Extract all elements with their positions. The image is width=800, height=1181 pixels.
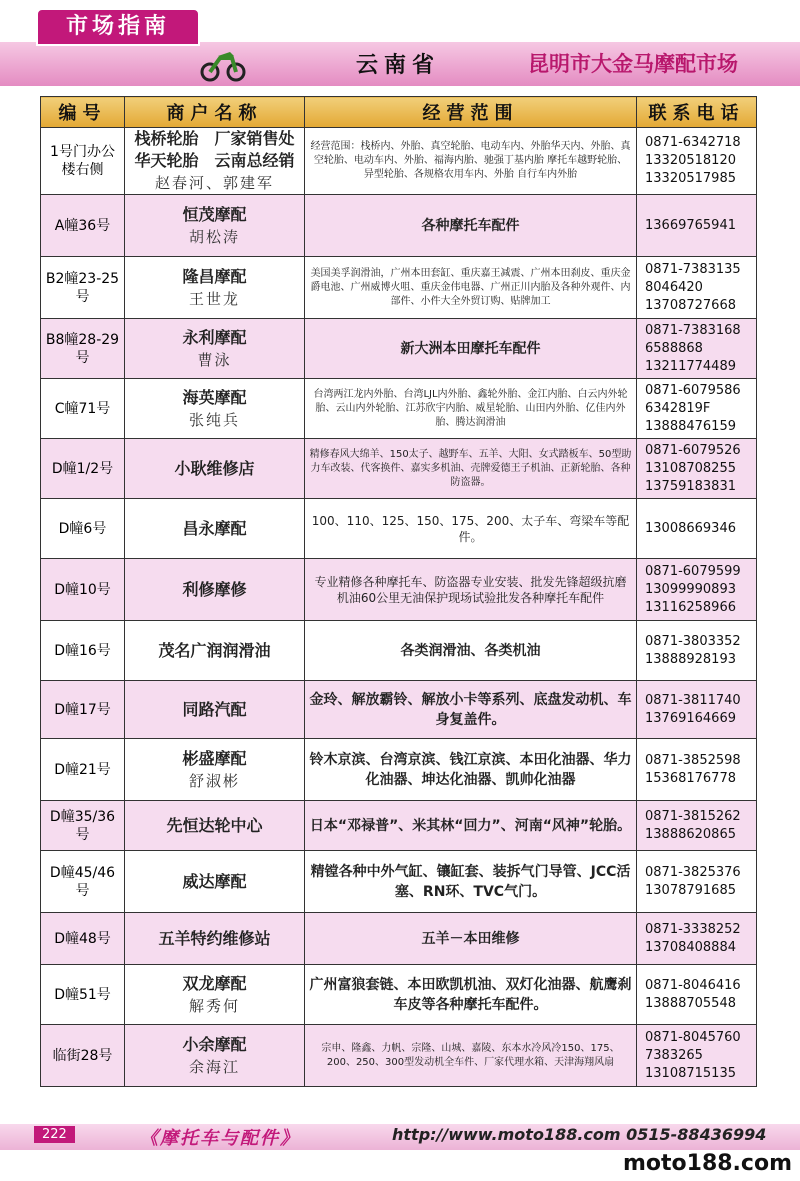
table-row — [41, 913, 757, 965]
booth-code: D幢48号 — [41, 913, 125, 965]
merchant-cell — [125, 439, 305, 499]
business-scope: 广州富狼套链、本田欧凯机油、双灯化油器、航鹰刹车皮等各种摩托车配件。 — [305, 965, 637, 1025]
owner-name: 胡松涛 — [188, 227, 240, 246]
merchant-cell — [125, 128, 305, 195]
merchant-cell — [125, 681, 305, 739]
owner-name: 余海江 — [188, 1057, 240, 1076]
table-row — [41, 257, 757, 319]
merchant-name: 五羊特约维修站 — [158, 928, 271, 948]
booth-code: D幢6号 — [41, 499, 125, 559]
merchant-name: 威达摩配 — [182, 871, 247, 891]
merchant-name: 利修摩修 — [182, 579, 247, 599]
merchant-cell — [125, 739, 305, 801]
table-row — [41, 128, 757, 195]
business-scope: 宗申、隆鑫、力帆、宗隆、山城、嘉陵、东本水冷风冷150、175、200、250、300型发动机全车件、厂家代理水箱、天津海翔风扇 — [305, 1025, 637, 1087]
table-row — [41, 965, 757, 1025]
merchant-cell — [125, 913, 305, 965]
phone-number: 0871-3825376 13078791685 — [637, 851, 757, 913]
merchant-name: 同路汽配 — [182, 699, 247, 719]
merchant-name: 隆昌摩配 — [182, 266, 247, 286]
business-scope: 精镗各种中外气缸、镶缸套、装拆气门导管、JCC活塞、RN环、TVC气门。 — [305, 851, 637, 913]
table-row — [41, 439, 757, 499]
col-header-code: 编号 — [41, 97, 125, 128]
owner-name: 解秀何 — [188, 996, 240, 1015]
phone-number: 0871-3852598 15368176778 — [637, 739, 757, 801]
merchant-name: 小余摩配 — [182, 1034, 247, 1054]
market-title: 昆明市大金马摩配市场 — [528, 52, 738, 76]
phone-number: 13669765941 — [637, 195, 757, 257]
table-row — [41, 621, 757, 681]
phone-number: 0871-6342718 13320518120 13320517985 — [637, 128, 757, 195]
page-number: 222 — [34, 1126, 75, 1143]
magazine-title: 《摩托车与配件》 — [140, 1128, 300, 1149]
merchant-cell — [125, 257, 305, 319]
table-row — [41, 801, 757, 851]
phone-number: 0871-7383135 8046420 13708727668 — [637, 257, 757, 319]
table-row — [41, 1025, 757, 1087]
merchant-cell — [125, 801, 305, 851]
phone-number: 0871-6079526 13108708255 13759183831 — [637, 439, 757, 499]
business-scope: 各种摩托车配件 — [305, 195, 637, 257]
col-header-scope: 经营范围 — [305, 97, 637, 128]
table-row — [41, 851, 757, 913]
watermark: moto188.com — [622, 1151, 792, 1176]
business-scope: 专业精修各种摩托车、防盗器专业安装、批发先锋超级抗磨机油60公里无油保护现场试验批发各种摩托车配件 — [305, 559, 637, 621]
business-scope: 新大洲本田摩托车配件 — [305, 319, 637, 379]
merchant-name: 茂名广润润滑油 — [158, 640, 271, 660]
phone-number: 0871-3338252 13708408884 — [637, 913, 757, 965]
owner-name: 舒淑彬 — [188, 771, 240, 790]
business-scope: 金玲、解放霸铃、解放小卡等系列、底盘发动机、车身复盖件。 — [305, 681, 637, 739]
merchant-name: 恒茂摩配 — [182, 204, 247, 224]
col-header-phone: 联系电话 — [637, 97, 757, 128]
booth-code: 1号门办公楼右侧 — [41, 128, 125, 195]
business-scope: 铃木京滨、台湾京滨、钱江京滨、本田化油器、华力化油器、坤达化油器、凯帅化油器 — [305, 739, 637, 801]
table-row — [41, 379, 757, 439]
merchant-cell — [125, 379, 305, 439]
booth-code: D幢16号 — [41, 621, 125, 681]
business-scope: 精修春风大绵羊、150太子、越野车、五羊、大阳、女式踏板车、50型助力车改装、代客换件、嘉实多机油、壳牌爱德王子机油、正新轮胎、各种防盗器。 — [305, 439, 637, 499]
business-scope: 日本“邓禄普”、米其林“回力”、河南“风神”轮胎。 — [305, 801, 637, 851]
booth-code: D幢51号 — [41, 965, 125, 1025]
phone-number: 0871-8045760 7383265 13108715135 — [637, 1025, 757, 1087]
merchant-table — [40, 96, 757, 1087]
phone-number: 13008669346 — [637, 499, 757, 559]
business-scope: 美国美孚润滑油，广州本田套缸、重庆嘉王减震、广州本田刹皮、重庆金爵电池、广州威博火咀、重庆金伟电器、广州正川内胎及各种外观件、内部件、小件大全外贸订购、贴牌加工 — [305, 257, 637, 319]
merchant-cell — [125, 965, 305, 1025]
phone-number: 0871-6079586 6342819F 13888476159 — [637, 379, 757, 439]
table-row — [41, 499, 757, 559]
merchant-name: 昌永摩配 — [182, 518, 247, 538]
merchant-cell — [125, 559, 305, 621]
merchant-name: 海英摩配 — [182, 387, 247, 407]
phone-number: 0871-3815262 13888620865 — [637, 801, 757, 851]
merchant-name: 栈桥轮胎 厂家销售处 华天轮胎 云南总经销 — [134, 129, 295, 170]
booth-code: D幢10号 — [41, 559, 125, 621]
booth-code: D幢35/36号 — [41, 801, 125, 851]
merchant-cell — [125, 319, 305, 379]
section-title: 市场指南 — [36, 8, 200, 46]
province-title: 云南省 — [356, 53, 441, 78]
owner-name: 王世龙 — [188, 289, 240, 308]
owner-name: 曹泳 — [197, 350, 232, 369]
booth-code: D幢21号 — [41, 739, 125, 801]
booth-code: C幢71号 — [41, 379, 125, 439]
owner-name: 张纯兵 — [188, 410, 240, 429]
phone-number: 0871-3803352 13888928193 — [637, 621, 757, 681]
business-scope: 100、110、125、150、175、200、太子车、弯梁车等配件。 — [305, 499, 637, 559]
business-scope: 五羊－本田维修 — [305, 913, 637, 965]
merchant-name: 彬盛摩配 — [182, 748, 247, 768]
business-scope: 经营范围：栈桥内、外胎、真空轮胎、电动车内、外胎华天内、外胎、真空轮胎、电动车内、外胎、福海内胎、驰强丁基内胎 摩托车越野轮胎、异型轮胎、各规格农用车内、外胎 自行车内外胎 — [305, 128, 637, 195]
booth-code: B2幢23-25号 — [41, 257, 125, 319]
phone-number: 0871-6079599 13099990893 13116258966 — [637, 559, 757, 621]
col-header-shop: 商户名称 — [125, 97, 305, 128]
table-row — [41, 319, 757, 379]
website-contact: http://www.moto188.com 0515-88436994 — [392, 1125, 767, 1144]
booth-code: B8幢28-29号 — [41, 319, 125, 379]
booth-code: D幢17号 — [41, 681, 125, 739]
merchant-cell — [125, 851, 305, 913]
phone-number: 0871-8046416 13888705548 — [637, 965, 757, 1025]
booth-code: A幢36号 — [41, 195, 125, 257]
table-row — [41, 739, 757, 801]
phone-number: 0871-3811740 13769164669 — [637, 681, 757, 739]
business-scope: 台湾两江龙内外胎、台湾LJL内外胎、鑫轮外胎、金江内胎、白云内外轮胎、云山内外轮胎、江苏欣宇内胎、威星轮胎、山田内外胎、亿佳内外胎、腾达润滑油 — [305, 379, 637, 439]
booth-code: 临街28号 — [41, 1025, 125, 1087]
table-row — [41, 195, 757, 257]
merchant-name: 永利摩配 — [182, 327, 247, 347]
motorcycle-icon — [200, 46, 246, 82]
merchant-name: 先恒达轮中心 — [166, 815, 263, 835]
merchant-cell — [125, 195, 305, 257]
booth-code: D幢1/2号 — [41, 439, 125, 499]
merchant-cell — [125, 499, 305, 559]
owner-name: 赵春河、郭建军 — [154, 174, 274, 192]
merchant-name: 双龙摩配 — [182, 973, 247, 993]
merchant-cell — [125, 621, 305, 681]
merchant-name: 小耿维修店 — [174, 458, 255, 478]
merchant-cell — [125, 1025, 305, 1087]
table-row — [41, 681, 757, 739]
phone-number: 0871-7383168 6588868 13211774489 — [637, 319, 757, 379]
booth-code: D幢45/46号 — [41, 851, 125, 913]
business-scope: 各类润滑油、各类机油 — [305, 621, 637, 681]
table-row — [41, 559, 757, 621]
